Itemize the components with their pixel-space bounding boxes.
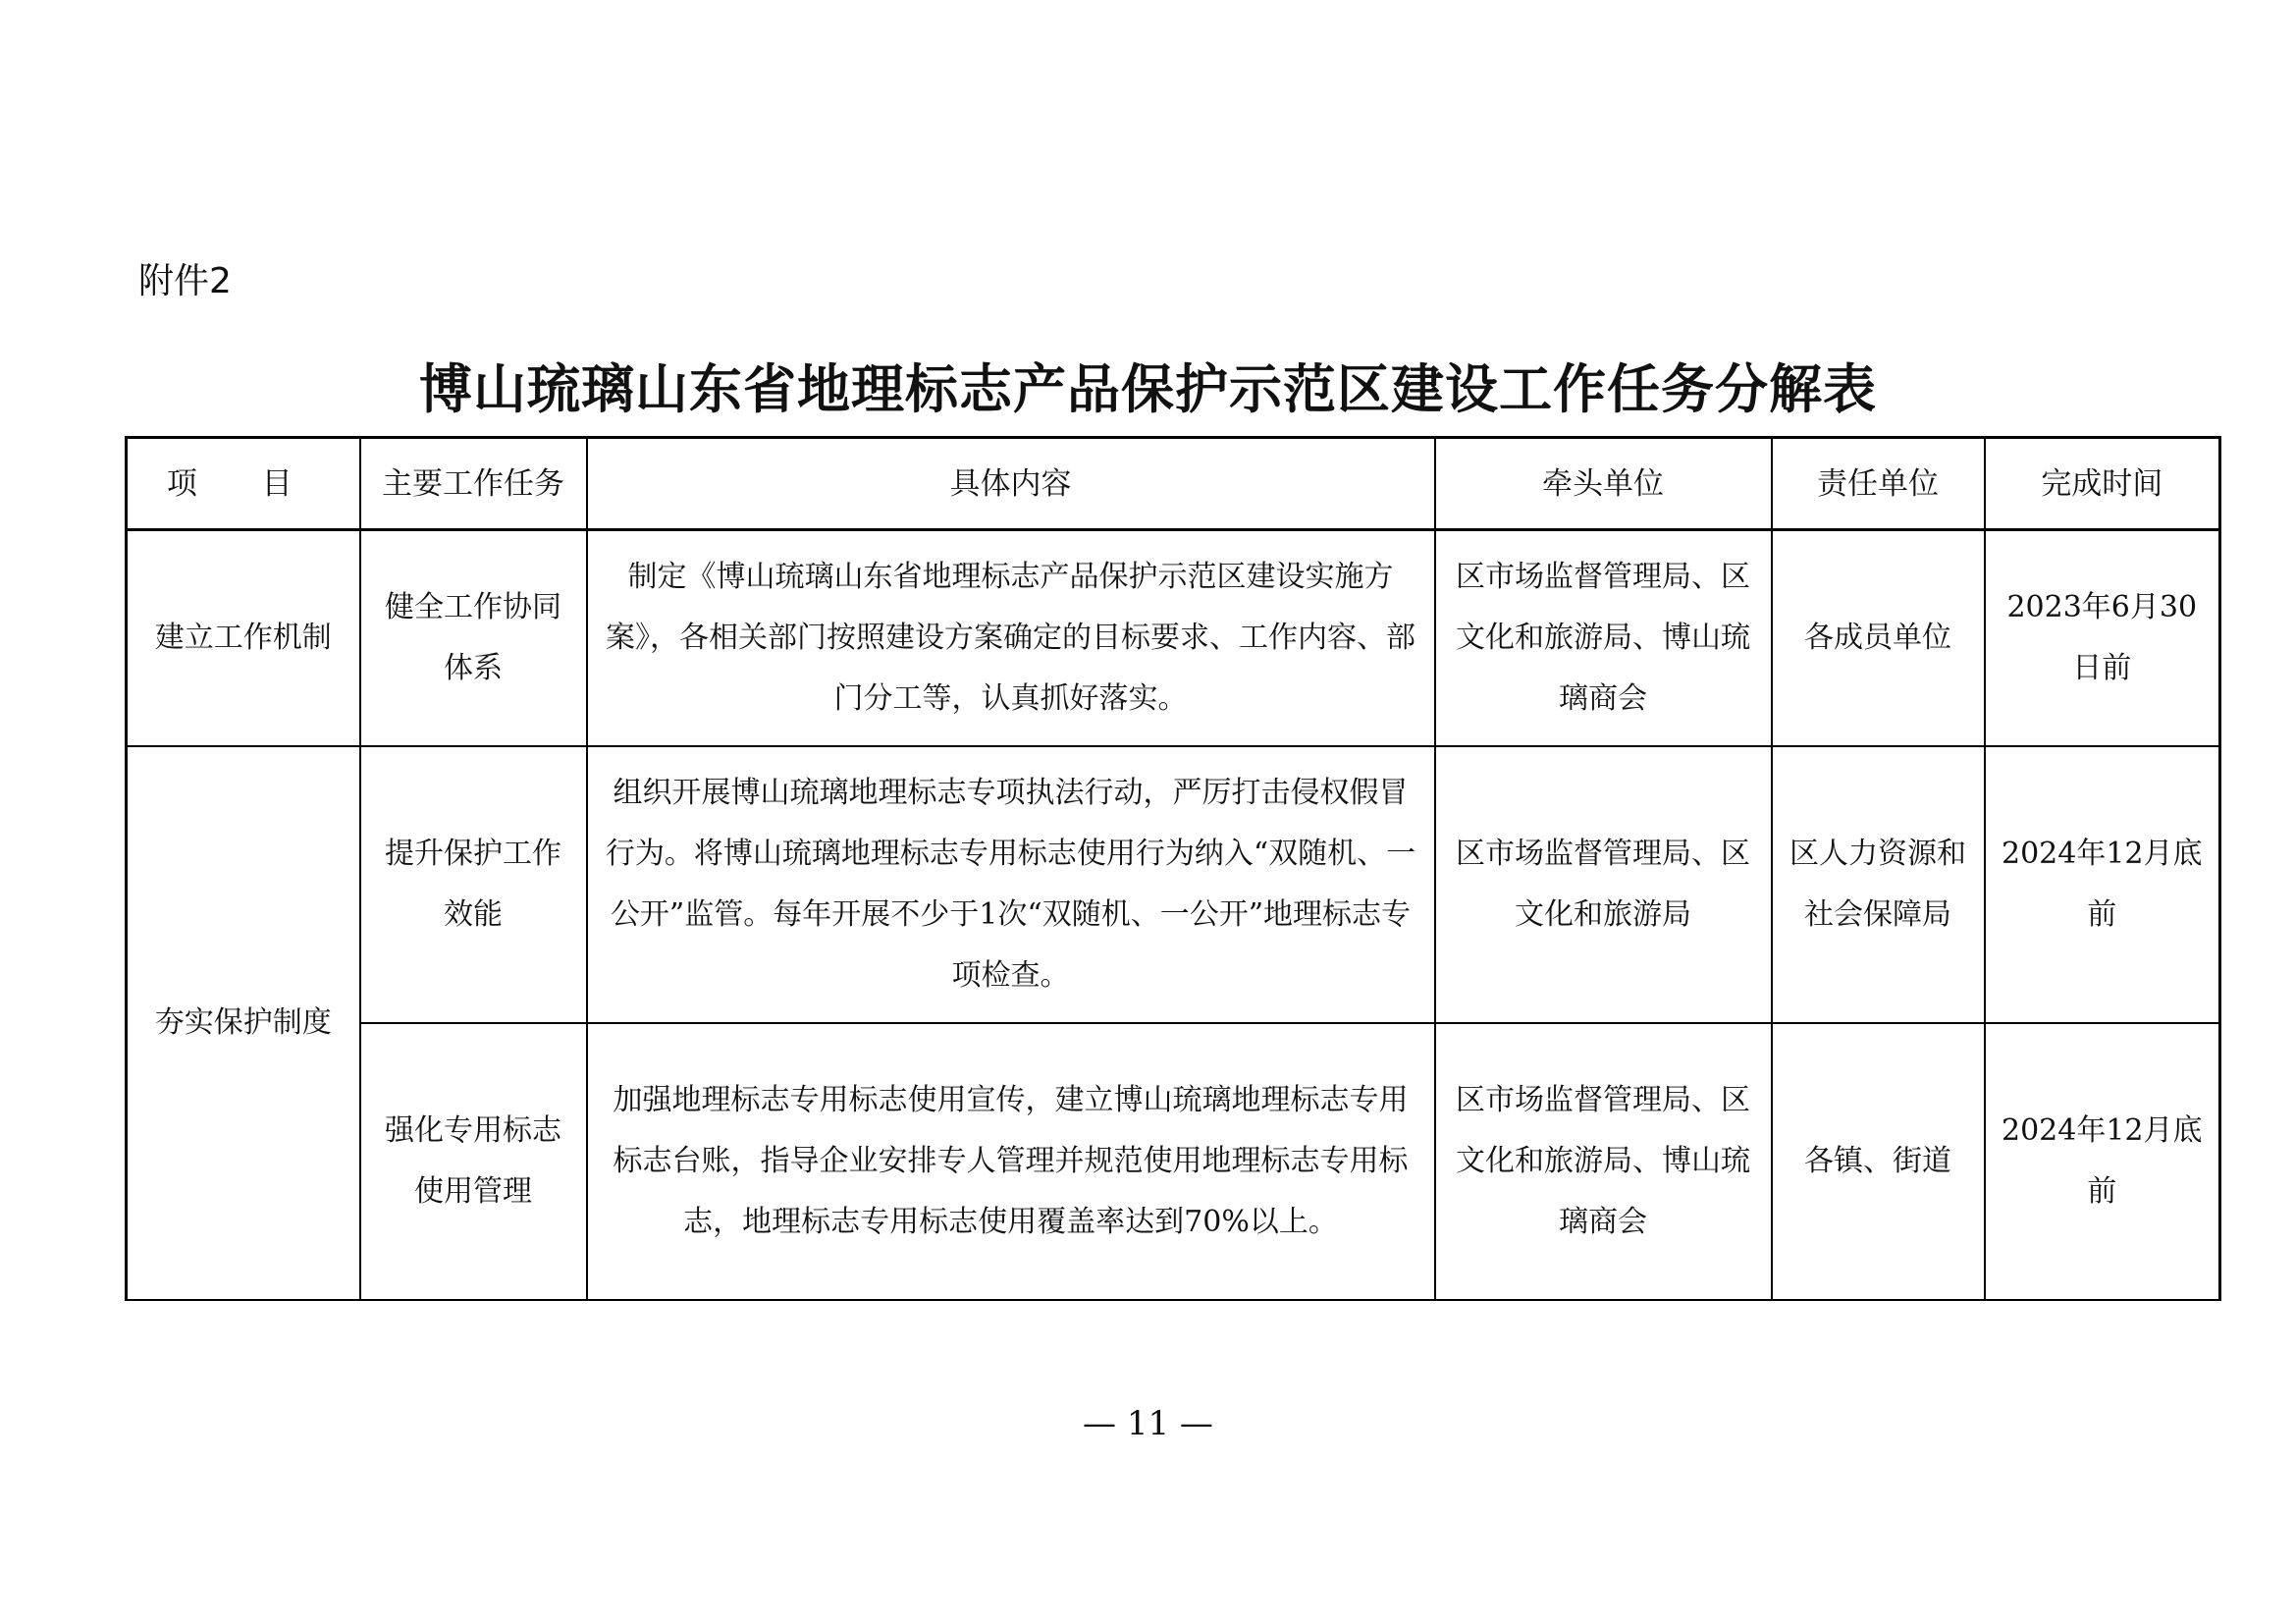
project-cell: 夯实保护制度 [127, 746, 360, 1300]
table-row [127, 746, 2220, 1023]
lead-unit-cell: 区市场监督管理局、区文化和旅游局、博山琉璃商会 [1435, 530, 1772, 746]
page-number: — 11 — [1083, 1404, 1213, 1443]
responsible-unit-cell: 区人力资源和社会保障局 [1772, 746, 1985, 1023]
table-header-row [127, 438, 2220, 530]
responsible-unit-cell: 各成员单位 [1772, 530, 1985, 746]
header-deadline: 完成时间 [1985, 438, 2220, 530]
lead-unit-cell: 区市场监督管理局、区文化和旅游局 [1435, 746, 1772, 1023]
deadline-cell: 2024年12月底前 [1985, 746, 2220, 1023]
task-breakdown-table [125, 436, 2221, 1301]
document-title: 博山琉璃山东省地理标志产品保护示范区建设工作任务分解表 [419, 358, 1877, 420]
header-main-task: 主要工作任务 [360, 438, 587, 530]
deadline-cell: 2024年12月底前 [1985, 1023, 2220, 1300]
main-task-cell: 强化专用标志使用管理 [360, 1023, 587, 1300]
table-row [127, 530, 2220, 746]
responsible-unit-cell: 各镇、街道 [1772, 1023, 1985, 1300]
header-responsible-unit: 责任单位 [1772, 438, 1985, 530]
content-cell: 组织开展博山琉璃地理标志专项执法行动，严厉打击侵权假冒行为。将博山琉璃地理标志专用标志使用行为纳入“双随机、一公开”监管。每年开展不少于1次“双随机、一公开”地理标志专项检查。 [587, 746, 1435, 1023]
header-project: 项 目 [127, 438, 360, 530]
main-task-cell: 健全工作协同体系 [360, 530, 587, 746]
deadline-cell: 2023年6月30日前 [1985, 530, 2220, 746]
header-lead-unit: 牵头单位 [1435, 438, 1772, 530]
project-cell: 建立工作机制 [127, 530, 360, 746]
table-row [127, 1023, 2220, 1300]
content-cell: 加强地理标志专用标志使用宣传，建立博山琉璃地理标志专用标志台账，指导企业安排专人管理并规范使用地理标志专用标志，地理标志专用标志使用覆盖率达到70%以上。 [587, 1023, 1435, 1300]
attachment-label: 附件2 [138, 261, 232, 301]
content-cell: 制定《博山琉璃山东省地理标志产品保护示范区建设实施方案》，各相关部门按照建设方案确定的目标要求、工作内容、部门分工等，认真抓好落实。 [587, 530, 1435, 746]
lead-unit-cell: 区市场监督管理局、区文化和旅游局、博山琉璃商会 [1435, 1023, 1772, 1300]
header-content: 具体内容 [587, 438, 1435, 530]
main-task-cell: 提升保护工作效能 [360, 746, 587, 1023]
